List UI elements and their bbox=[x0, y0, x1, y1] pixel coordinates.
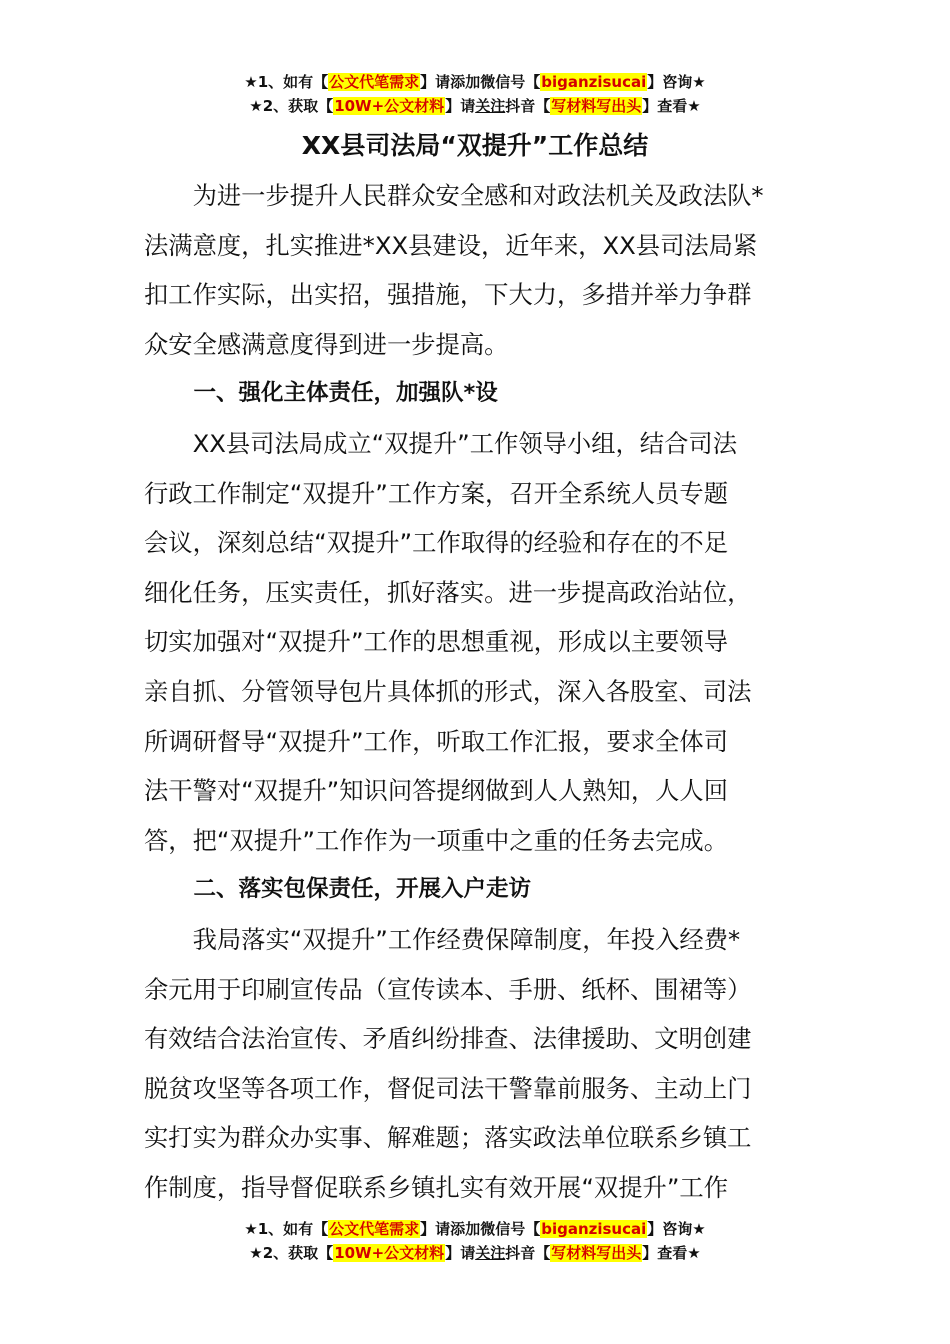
promo-text: ★1、如有【 bbox=[244, 73, 329, 91]
promo-text: 】请添 bbox=[420, 73, 466, 91]
promo-text: 】咨询★ bbox=[647, 73, 706, 91]
promo-text: ★2、获取【 bbox=[249, 1244, 334, 1262]
highlight-wechat-id: biganzisucai bbox=[541, 1220, 647, 1238]
text-line: 扣工作实际，出实招，强措施，下大力，多措并举力争群 bbox=[144, 280, 752, 310]
highlight-materials: 10W+公文材料 bbox=[334, 97, 445, 115]
text-line: 众安全感满意度得到进一步提高。 bbox=[144, 329, 509, 359]
text-line: 行政工作制定“双提升”工作方案，召开全系统人员专题 bbox=[144, 478, 729, 508]
text-line: 所调研督导“双提升”工作，听取工作汇报，要求全体司 bbox=[144, 726, 729, 756]
document-body bbox=[144, 171, 808, 1212]
promo-line-1 bbox=[0, 70, 950, 94]
text-line: 实打实为群众办实事、解难题；落实政法单位联系乡镇工 bbox=[144, 1123, 752, 1153]
section-heading-1: 一、强化主体责任，加强队*设 bbox=[193, 380, 498, 407]
text-line: 余元用于印刷宣传品（宣传读本、手册、纸杯、围裙等） bbox=[144, 974, 752, 1004]
promo-banner-top bbox=[0, 70, 950, 118]
text-line: 细化任务，压实责任，抓好落实。进一步提高政治站位， bbox=[144, 577, 752, 607]
highlight-douyin: 写材料写出头 bbox=[551, 1244, 642, 1262]
promo-text: 关注 bbox=[475, 1244, 506, 1262]
text-line: 法干警对“双提升”知识问答提纲做到人人熟知，人人回 bbox=[144, 776, 729, 806]
promo-text: 】请 bbox=[445, 1244, 476, 1262]
text-line: 切实加强对“双提升”工作的思想重视，形成以主要领导 bbox=[144, 627, 729, 657]
promo-text: 抖音【 bbox=[505, 1244, 551, 1262]
text-line: 答，把“双提升”工作作为一项重中之重的任务去完成。 bbox=[144, 825, 729, 855]
highlight-ghostwriting: 公文代笔需求 bbox=[329, 1220, 420, 1238]
text-line: 亲自抓、分管领导包片具体抓的形式，深入各股室、司法 bbox=[144, 676, 752, 706]
section-heading-2: 二、落实包保责任，开展入户走访 bbox=[193, 876, 532, 903]
promo-text: 微信号【 bbox=[480, 73, 541, 91]
section1-paragraph bbox=[144, 419, 808, 865]
promo-text: 】咨询★ bbox=[647, 1220, 706, 1238]
promo-text: 】请 bbox=[445, 97, 476, 115]
promo-text: 抖音【 bbox=[505, 97, 551, 115]
section2-paragraph bbox=[144, 915, 808, 1213]
promo-text: 】请添 bbox=[420, 1220, 466, 1238]
promo-text: 加 bbox=[465, 1220, 481, 1238]
highlight-ghostwriting: 公文代笔需求 bbox=[329, 73, 420, 91]
promo-text: 】查看★ bbox=[642, 97, 701, 115]
text-line: 法满意度，扎实推进*XX县建设，近年来，XX县司法局紧 bbox=[144, 230, 758, 260]
promo-line-2 bbox=[0, 94, 950, 118]
highlight-materials: 10W+公文材料 bbox=[334, 1244, 445, 1262]
text-line: XX县司法局成立“双提升”工作领导小组，结合司法 bbox=[192, 428, 737, 458]
intro-paragraph bbox=[144, 171, 808, 369]
promo-banner-bottom bbox=[0, 1217, 950, 1265]
highlight-douyin: 写材料写出头 bbox=[551, 97, 642, 115]
text-line: 为进一步提升人民群众安全感和对政法机关及政法队* bbox=[192, 181, 764, 210]
text-line: 有效结合法治宣传、矛盾纠纷排查、法律援助、文明创建 bbox=[144, 1024, 752, 1054]
promo-text: ★1、如有【 bbox=[244, 1220, 329, 1238]
promo-text: 】查看★ bbox=[642, 1244, 701, 1262]
promo-line-2 bbox=[0, 1241, 950, 1265]
text-line: 脱贫攻坚等各项工作，督促司法干警靠前服务、主动上门 bbox=[144, 1073, 752, 1103]
highlight-wechat-id: biganzisucai bbox=[541, 73, 647, 91]
promo-text: 微信号【 bbox=[480, 1220, 541, 1238]
text-line: 作制度，指导督促联系乡镇扎实有效开展“双提升”工作 bbox=[144, 1172, 729, 1202]
text-line: 我局落实“双提升”工作经费保障制度，年投入经费* bbox=[192, 924, 741, 954]
promo-text: ★2、获取【 bbox=[249, 97, 334, 115]
document-title: XX县司法局“双提升”工作总结 bbox=[301, 131, 649, 160]
text-line: 会议，深刻总结“双提升”工作取得的经验和存在的不足 bbox=[144, 528, 729, 558]
promo-line-1 bbox=[0, 1217, 950, 1241]
promo-text: 关注 bbox=[475, 97, 506, 115]
promo-text: 加 bbox=[465, 73, 481, 91]
